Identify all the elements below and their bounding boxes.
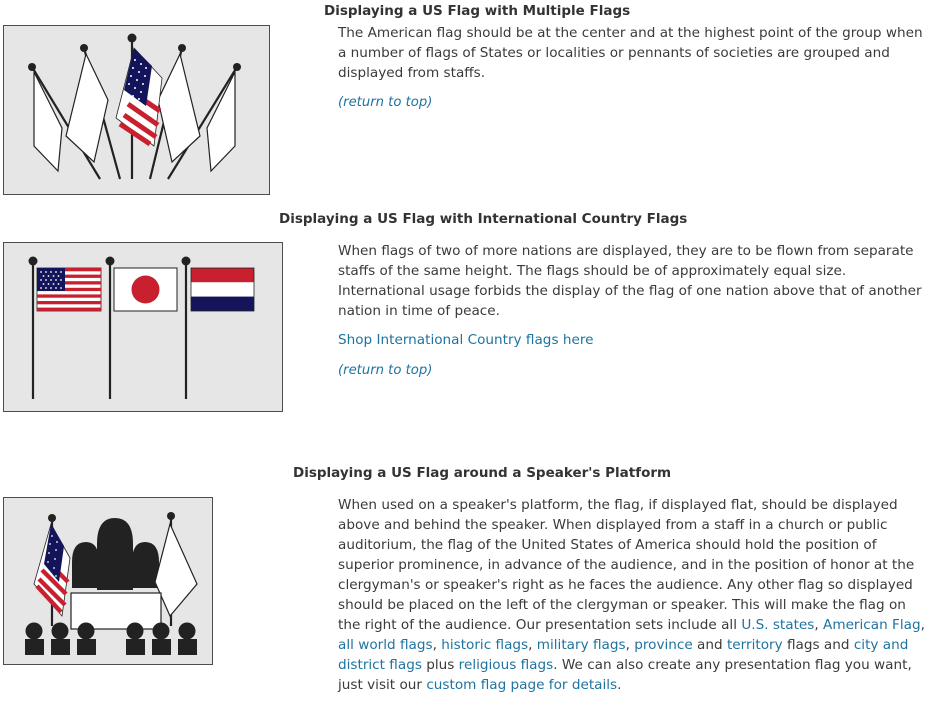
section-title-speakers-platform: Displaying a US Flag around a Speaker's Platform: [293, 465, 672, 481]
section-text-international-flags: When flags of two of more nations are displayed, they are to be flown from separate staffs of the same height. The flags should be of approximately equal size. International usage forbids the display of the flag of one nation above that of another nation in time of peace.: [338, 243, 922, 319]
american-flag-link[interactable]: American Flag: [823, 617, 921, 633]
section-title-international-flags: Displaying a US Flag with International Country Flags: [279, 211, 688, 227]
speakers-text-part-1: When used on a speaker's platform, the flag, if displayed flat, should be displayed above and behind the speaker. When displayed from a staff in a church or public auditorium, the flag of the United States of America should hold the position of superior prominence, in advance of the audience, and in the position of honor at the clergyman's or speaker's right as he faces the audience. Any other flag so displayed should be placed on the left of the clergyman or speaker. This will make the flag on the right of the audience. Our presentation sets include all: [338, 497, 915, 633]
religious-flags-link[interactable]: religious flags: [458, 657, 554, 673]
province-link[interactable]: province: [634, 637, 693, 653]
international-flags-image: [3, 242, 283, 412]
custom-flag-link[interactable]: custom flag page for details: [426, 677, 618, 693]
section-text-multiple-flags: The American flag should be at the center and at the highest point of the group when a number of flags of States or localities or pennants of societies are grouped and displayed from staffs.: [338, 25, 923, 81]
separator: ,: [814, 617, 824, 633]
speakers-text-end: .: [617, 677, 622, 693]
speakers-text-part-2: . We can also create any presentation flag you want, just visit our: [338, 657, 912, 693]
separator: ,: [625, 637, 635, 653]
return-to-top-link-2[interactable]: (return to top): [338, 363, 433, 378]
speakers-text-flags-and: flags and: [782, 637, 854, 653]
speakers-platform-image: [3, 497, 213, 665]
military-flags-link[interactable]: military flags: [536, 637, 626, 653]
us-states-link[interactable]: U.S. states: [741, 617, 815, 633]
territory-link[interactable]: territory: [726, 637, 783, 653]
return-to-top-link-1[interactable]: (return to top): [338, 95, 433, 110]
section-title-multiple-flags: Displaying a US Flag with Multiple Flags: [324, 3, 631, 19]
shop-international-flags-link[interactable]: Shop International Country flags here: [338, 332, 594, 348]
section-text-speakers-platform: [338, 495, 926, 695]
historic-flags-link[interactable]: historic flags: [441, 637, 529, 653]
all-world-flags-link[interactable]: all world flags: [338, 637, 433, 653]
separator: ,: [920, 617, 925, 633]
speakers-text-and: and: [692, 637, 727, 653]
separator: ,: [432, 637, 442, 653]
multiple-flags-image: [3, 25, 270, 195]
separator: ,: [528, 637, 537, 653]
city-district-flags-link[interactable]: city and district flags: [338, 637, 909, 673]
speakers-text-plus: plus: [421, 657, 459, 673]
